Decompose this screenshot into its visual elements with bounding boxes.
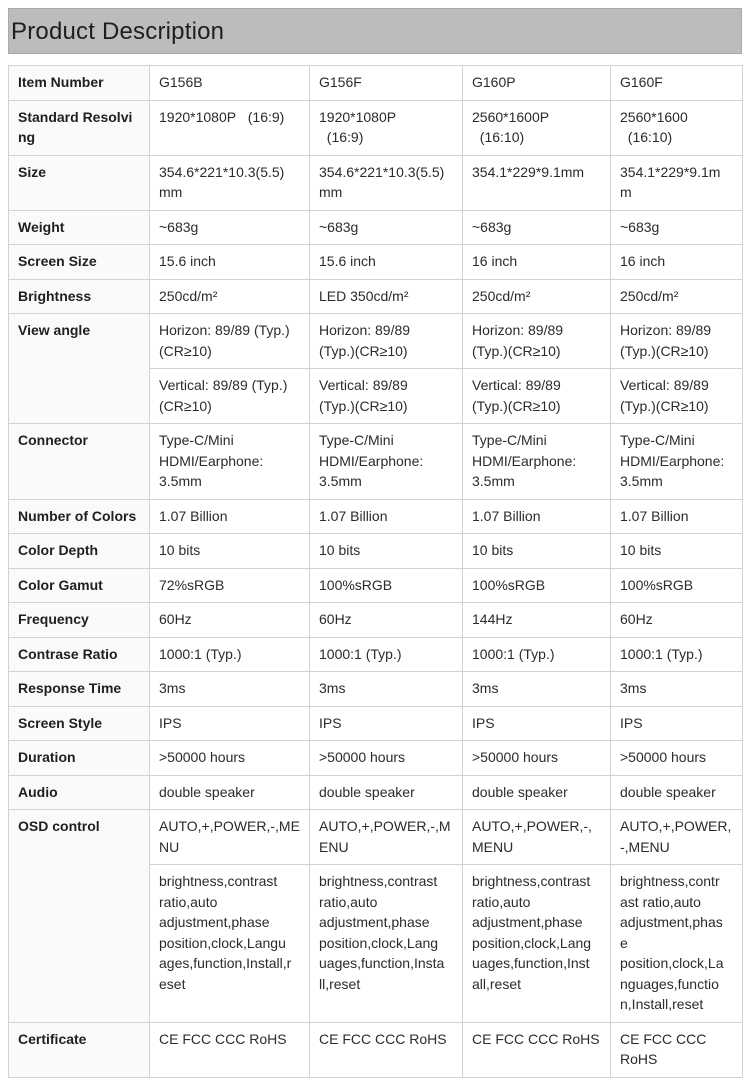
spec-cell: 144Hz <box>463 603 611 638</box>
table-row <box>9 155 743 210</box>
spec-cell: Horizon: 89/89 (Typ.)(CR≥10) <box>463 314 611 369</box>
row-label: View angle <box>9 314 150 424</box>
spec-cell: Type-C/Mini HDMI/Earphone: 3.5mm <box>463 424 611 500</box>
row-label: Frequency <box>9 603 150 638</box>
spec-cell: ~683g <box>611 210 743 245</box>
section-title-bar <box>8 8 742 54</box>
spec-cell: 1000:1 (Typ.) <box>611 637 743 672</box>
spec-cell: 3ms <box>463 672 611 707</box>
spec-cell: 10 bits <box>150 534 310 569</box>
spec-cell: 3ms <box>611 672 743 707</box>
spec-cell: 1000:1 (Typ.) <box>150 637 310 672</box>
spec-cell: 354.6*221*10.3(5.5) mm <box>310 155 463 210</box>
spec-cell: 15.6 inch <box>150 245 310 280</box>
spec-cell: CE FCC CCC RoHS <box>150 1022 310 1077</box>
spec-cell: 10 bits <box>611 534 743 569</box>
spec-cell: CE FCC CCC RoHS <box>463 1022 611 1077</box>
spec-cell: double speaker <box>150 775 310 810</box>
row-label: OSD control <box>9 810 150 1023</box>
table-row <box>9 637 743 672</box>
row-label: Item Number <box>9 66 150 101</box>
row-label: Duration <box>9 741 150 776</box>
table-row <box>9 741 743 776</box>
spec-cell: ~683g <box>463 210 611 245</box>
row-label: Certificate <box>9 1022 150 1077</box>
spec-cell: 1920*1080P (16:9) <box>310 100 463 155</box>
spec-cell: 354.1*229*9.1mm <box>463 155 611 210</box>
table-row <box>9 66 743 101</box>
spec-cell: 1.07 Billion <box>150 499 310 534</box>
spec-cell: G160P <box>463 66 611 101</box>
row-label: Size <box>9 155 150 210</box>
spec-cell: >50000 hours <box>150 741 310 776</box>
table-row <box>9 810 743 865</box>
spec-cell: brightness,contrast ratio,auto adjustment,phase position,clock,Langu ages,function,Install,r eset <box>150 865 310 1023</box>
row-label: Color Depth <box>9 534 150 569</box>
row-label: Standard Resolving <box>9 100 150 155</box>
row-label: Brightness <box>9 279 150 314</box>
spec-cell: 354.1*229*9.1m m <box>611 155 743 210</box>
spec-cell: 1920*1080P (16:9) <box>150 100 310 155</box>
spec-cell: 354.6*221*10.3(5.5) mm <box>150 155 310 210</box>
spec-cell: 1.07 Billion <box>463 499 611 534</box>
spec-cell: 100%sRGB <box>611 568 743 603</box>
spec-cell: Horizon: 89/89 (Typ.) (CR≥10) <box>150 314 310 369</box>
spec-cell: Horizon: 89/89 (Typ.)(CR≥10) <box>310 314 463 369</box>
row-label: Audio <box>9 775 150 810</box>
spec-cell: AUTO,+,POWER,-,M ENU <box>310 810 463 865</box>
table-row <box>9 568 743 603</box>
spec-cell: Vertical: 89/89 (Typ.)(CR≥10) <box>310 369 463 424</box>
row-label: Number of Colors <box>9 499 150 534</box>
spec-cell: 2560*1600P (16:10) <box>463 100 611 155</box>
row-label: Weight <box>9 210 150 245</box>
spec-cell: double speaker <box>463 775 611 810</box>
spec-cell: ~683g <box>150 210 310 245</box>
spec-cell: 16 inch <box>463 245 611 280</box>
spec-cell: >50000 hours <box>611 741 743 776</box>
spec-cell: 16 inch <box>611 245 743 280</box>
spec-table-body <box>9 66 743 1078</box>
spec-cell: 3ms <box>150 672 310 707</box>
spec-cell: 100%sRGB <box>310 568 463 603</box>
spec-cell: IPS <box>463 706 611 741</box>
spec-cell: 100%sRGB <box>463 568 611 603</box>
spec-cell: 72%sRGB <box>150 568 310 603</box>
spec-cell: 15.6 inch <box>310 245 463 280</box>
spec-cell: 60Hz <box>150 603 310 638</box>
spec-cell: 10 bits <box>463 534 611 569</box>
spec-cell: G156B <box>150 66 310 101</box>
spec-cell: AUTO,+,POWER, -,MENU <box>611 810 743 865</box>
spec-cell: 250cd/m² <box>463 279 611 314</box>
spec-table <box>8 65 743 1078</box>
spec-cell: double speaker <box>310 775 463 810</box>
spec-cell: CE FCC CCC RoHS <box>310 1022 463 1077</box>
spec-cell: 2560*1600 (16:10) <box>611 100 743 155</box>
spec-cell: brightness,contr ast ratio,auto adjustment,phas e position,clock,La nguages,functio n,Install,reset <box>611 865 743 1023</box>
spec-cell: 60Hz <box>310 603 463 638</box>
row-label: Contrase Ratio <box>9 637 150 672</box>
spec-cell: CE FCC CCC RoHS <box>611 1022 743 1077</box>
spec-cell: 60Hz <box>611 603 743 638</box>
page-title: Product Description <box>11 18 225 45</box>
spec-cell: Type-C/Mini HDMI/Earphone: 3.5mm <box>611 424 743 500</box>
table-row <box>9 603 743 638</box>
table-row <box>9 672 743 707</box>
table-row <box>9 775 743 810</box>
spec-cell: ~683g <box>310 210 463 245</box>
spec-cell: 3ms <box>310 672 463 707</box>
spec-cell: >50000 hours <box>310 741 463 776</box>
spec-cell: 1000:1 (Typ.) <box>310 637 463 672</box>
spec-cell: 250cd/m² <box>150 279 310 314</box>
spec-cell: 1.07 Billion <box>310 499 463 534</box>
row-label: Screen Size <box>9 245 150 280</box>
spec-cell: 250cd/m² <box>611 279 743 314</box>
spec-cell: Horizon: 89/89 (Typ.)(CR≥10) <box>611 314 743 369</box>
spec-cell: 10 bits <box>310 534 463 569</box>
row-label: Response Time <box>9 672 150 707</box>
spec-cell: IPS <box>310 706 463 741</box>
table-row <box>9 210 743 245</box>
spec-cell: Type-C/Mini HDMI/Earphone: 3.5mm <box>310 424 463 500</box>
table-row <box>9 279 743 314</box>
table-row <box>9 1022 743 1077</box>
spec-cell: Vertical: 89/89 (Typ.)(CR≥10) <box>611 369 743 424</box>
table-row <box>9 245 743 280</box>
table-row <box>9 314 743 369</box>
spec-cell: IPS <box>611 706 743 741</box>
spec-cell: IPS <box>150 706 310 741</box>
spec-cell: Vertical: 89/89 (Typ.) (CR≥10) <box>150 369 310 424</box>
table-row <box>9 499 743 534</box>
spec-cell: brightness,contrast ratio,auto adjustment,phase position,clock,Lang uages,function,Inst all,reset <box>463 865 611 1023</box>
table-row <box>9 706 743 741</box>
spec-cell: AUTO,+,POWER,-, MENU <box>463 810 611 865</box>
spec-cell: LED 350cd/m² <box>310 279 463 314</box>
table-row <box>9 100 743 155</box>
spec-cell: Type-C/Mini HDMI/Earphone: 3.5mm <box>150 424 310 500</box>
spec-cell: 1000:1 (Typ.) <box>463 637 611 672</box>
spec-cell: G156F <box>310 66 463 101</box>
spec-cell: G160F <box>611 66 743 101</box>
spec-cell: >50000 hours <box>463 741 611 776</box>
table-row <box>9 534 743 569</box>
row-label: Color Gamut <box>9 568 150 603</box>
row-label: Screen Style <box>9 706 150 741</box>
spec-cell: double speaker <box>611 775 743 810</box>
spec-cell: Vertical: 89/89 (Typ.)(CR≥10) <box>463 369 611 424</box>
spec-cell: 1.07 Billion <box>611 499 743 534</box>
spec-cell: AUTO,+,POWER,-,ME NU <box>150 810 310 865</box>
table-row <box>9 424 743 500</box>
row-label: Connector <box>9 424 150 500</box>
spec-cell: brightness,contrast ratio,auto adjustment,phase position,clock,Lang uages,function,Insta ll,reset <box>310 865 463 1023</box>
